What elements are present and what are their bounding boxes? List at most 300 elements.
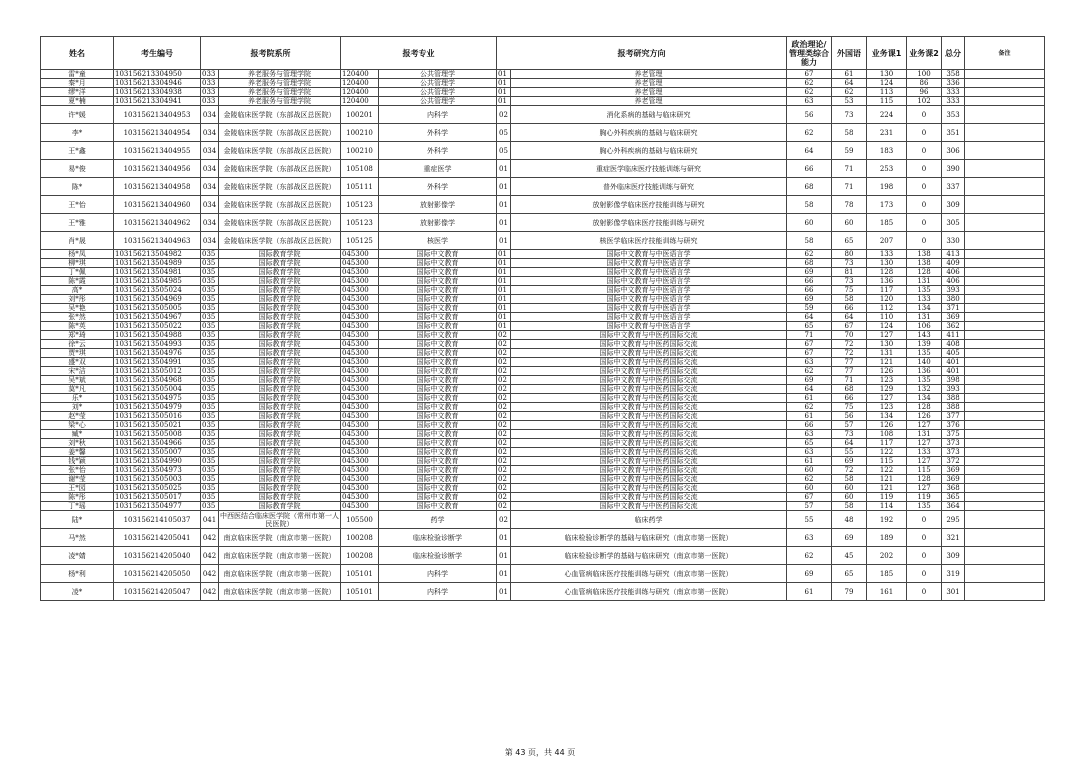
cell-major-code: 120400 (341, 88, 379, 97)
cell-major: 药学 (379, 511, 497, 529)
cell-course2: 119 (907, 493, 942, 502)
cell-name: 钱*颖 (41, 457, 114, 466)
cell-course2: 0 (907, 232, 942, 250)
header-course1: 业务课1 (867, 37, 907, 70)
cell-total: 409 (942, 259, 965, 268)
cell-politics: 63 (787, 448, 832, 457)
page-footer: 第 43 页，共 44 页 (504, 748, 576, 757)
table-row (41, 268, 1045, 277)
cell-foreign: 78 (832, 196, 867, 214)
cell-dept: 国际教育学院 (219, 502, 341, 511)
cell-name: 柳*琪 (41, 259, 114, 268)
cell-dept: 金陵临床医学院（东部战区总医院） (219, 160, 341, 178)
score-table (40, 36, 1045, 601)
cell-dept-code: 035 (201, 493, 219, 502)
cell-direction-code: 02 (497, 394, 511, 403)
cell-course1: 120 (867, 295, 907, 304)
cell-remark (965, 79, 1045, 88)
cell-major-code: 045300 (341, 376, 379, 385)
cell-remark (965, 124, 1045, 142)
cell-course1: 123 (867, 376, 907, 385)
cell-name: 张*然 (41, 313, 114, 322)
cell-course2: 0 (907, 214, 942, 232)
cell-direction-code: 02 (497, 412, 511, 421)
cell-politics: 64 (787, 385, 832, 394)
cell-direction: 国际中文教育与中医药国际交流 (511, 412, 787, 421)
cell-major-code: 105123 (341, 214, 379, 232)
cell-major-code: 045300 (341, 394, 379, 403)
cell-major-code: 045300 (341, 322, 379, 331)
table-row (41, 457, 1045, 466)
cell-foreign: 73 (832, 277, 867, 286)
cell-dept: 国际教育学院 (219, 421, 341, 430)
cell-exam-no: 103156213304950 (114, 70, 201, 79)
cell-dept-code: 033 (201, 97, 219, 106)
cell-total: 353 (942, 106, 965, 124)
cell-foreign: 71 (832, 160, 867, 178)
cell-dept: 国际教育学院 (219, 376, 341, 385)
cell-major-code: 045300 (341, 349, 379, 358)
cell-dept: 金陵临床医学院（东部战区总医院） (219, 106, 341, 124)
cell-course2: 138 (907, 250, 942, 259)
cell-direction: 重症医学临床医疗技能训练与研究 (511, 160, 787, 178)
cell-total: 364 (942, 502, 965, 511)
cell-major: 国际中文教育 (379, 340, 497, 349)
cell-remark (965, 331, 1045, 340)
cell-foreign: 60 (832, 214, 867, 232)
cell-name: 王*园 (41, 484, 114, 493)
cell-dept-code: 035 (201, 439, 219, 448)
cell-direction: 国际中文教育与中医语言学 (511, 313, 787, 322)
cell-course1: 119 (867, 493, 907, 502)
cell-politics: 62 (787, 547, 832, 565)
cell-dept-code: 035 (201, 421, 219, 430)
cell-remark (965, 196, 1045, 214)
cell-major-code: 120400 (341, 97, 379, 106)
table-row (41, 403, 1045, 412)
cell-major: 国际中文教育 (379, 259, 497, 268)
cell-course1: 114 (867, 502, 907, 511)
cell-total: 305 (942, 214, 965, 232)
cell-major: 放射影像学 (379, 214, 497, 232)
cell-course1: 126 (867, 367, 907, 376)
cell-direction-code: 05 (497, 142, 511, 160)
cell-politics: 62 (787, 475, 832, 484)
cell-total: 319 (942, 565, 965, 583)
cell-foreign: 75 (832, 286, 867, 295)
cell-politics: 67 (787, 349, 832, 358)
cell-dept: 国际教育学院 (219, 448, 341, 457)
cell-name: 秦*月 (41, 79, 114, 88)
cell-course1: 185 (867, 565, 907, 583)
header-politics: 政治理论/管理类综合能力 (787, 37, 832, 70)
cell-exam-no: 103156213504991 (114, 358, 201, 367)
cell-dept: 养老服务与管理学院 (219, 88, 341, 97)
cell-name: 张*怡 (41, 466, 114, 475)
cell-remark (965, 358, 1045, 367)
cell-direction: 临床检验诊断学的基础与临床研究（南京市第一医院） (511, 529, 787, 547)
cell-name: 赵*莹 (41, 412, 114, 421)
table-row (41, 349, 1045, 358)
cell-direction: 核医学临床医疗技能训练与研究 (511, 232, 787, 250)
cell-name: 高* (41, 286, 114, 295)
cell-course2: 134 (907, 304, 942, 313)
cell-course1: 130 (867, 340, 907, 349)
cell-major: 公共管理学 (379, 79, 497, 88)
cell-politics: 69 (787, 295, 832, 304)
cell-dept-code: 042 (201, 583, 219, 601)
cell-course2: 127 (907, 484, 942, 493)
cell-foreign: 71 (832, 178, 867, 196)
cell-course1: 121 (867, 484, 907, 493)
cell-total: 351 (942, 124, 965, 142)
table-row (41, 322, 1045, 331)
cell-dept: 国际教育学院 (219, 385, 341, 394)
cell-major: 国际中文教育 (379, 250, 497, 259)
cell-foreign: 81 (832, 268, 867, 277)
cell-foreign: 64 (832, 79, 867, 88)
cell-politics: 61 (787, 394, 832, 403)
cell-major-code: 045300 (341, 277, 379, 286)
cell-direction-code: 02 (497, 457, 511, 466)
cell-major-code: 105500 (341, 511, 379, 529)
cell-dept-code: 042 (201, 529, 219, 547)
cell-dept-code: 035 (201, 268, 219, 277)
table-row (41, 493, 1045, 502)
cell-remark (965, 295, 1045, 304)
cell-exam-no: 103156213504968 (114, 376, 201, 385)
cell-direction: 临床检验诊断学的基础与临床研究（南京市第一医院） (511, 547, 787, 565)
header-foreign: 外国语 (832, 37, 867, 70)
cell-major: 国际中文教育 (379, 286, 497, 295)
table-row (41, 511, 1045, 529)
cell-major: 国际中文教育 (379, 385, 497, 394)
cell-course2: 131 (907, 277, 942, 286)
cell-total: 369 (942, 475, 965, 484)
cell-dept-code: 035 (201, 295, 219, 304)
cell-major: 内科学 (379, 583, 497, 601)
cell-course1: 130 (867, 70, 907, 79)
cell-politics: 69 (787, 565, 832, 583)
cell-course2: 86 (907, 79, 942, 88)
cell-direction-code: 02 (497, 475, 511, 484)
cell-course2: 128 (907, 403, 942, 412)
cell-dept: 国际教育学院 (219, 484, 341, 493)
cell-dept: 国际教育学院 (219, 331, 341, 340)
cell-foreign: 67 (832, 322, 867, 331)
cell-dept-code: 034 (201, 160, 219, 178)
cell-course2: 135 (907, 286, 942, 295)
cell-exam-no: 103156214205047 (114, 583, 201, 601)
table-row (41, 565, 1045, 583)
cell-exam-no: 103156213505017 (114, 493, 201, 502)
cell-direction-code: 01 (497, 160, 511, 178)
cell-dept-code: 035 (201, 286, 219, 295)
cell-exam-no: 103156213404954 (114, 124, 201, 142)
cell-foreign: 73 (832, 259, 867, 268)
cell-total: 408 (942, 340, 965, 349)
cell-direction-code: 01 (497, 583, 511, 601)
cell-major-code: 045300 (341, 367, 379, 376)
cell-course1: 207 (867, 232, 907, 250)
table-row (41, 277, 1045, 286)
cell-major: 国际中文教育 (379, 502, 497, 511)
cell-direction-code: 01 (497, 70, 511, 79)
cell-course2: 100 (907, 70, 942, 79)
cell-major: 国际中文教育 (379, 403, 497, 412)
cell-direction-code: 01 (497, 259, 511, 268)
cell-name: 刘* (41, 403, 114, 412)
cell-dept: 南京临床医学院（南京市第一医院） (219, 565, 341, 583)
cell-exam-no: 103156213505012 (114, 367, 201, 376)
cell-total: 330 (942, 232, 965, 250)
cell-name: 姜*馨 (41, 448, 114, 457)
table-row (41, 412, 1045, 421)
cell-course2: 0 (907, 511, 942, 529)
cell-total: 393 (942, 385, 965, 394)
cell-dept-code: 041 (201, 511, 219, 529)
cell-major: 国际中文教育 (379, 322, 497, 331)
cell-politics: 60 (787, 484, 832, 493)
cell-major-code: 120400 (341, 79, 379, 88)
cell-course2: 0 (907, 142, 942, 160)
cell-dept: 南京临床医学院（南京市第一医院） (219, 547, 341, 565)
cell-major: 重症医学 (379, 160, 497, 178)
cell-dept: 金陵临床医学院（东部战区总医院） (219, 232, 341, 250)
cell-name: 杨*凤 (41, 250, 114, 259)
cell-major-code: 045300 (341, 304, 379, 313)
cell-course2: 0 (907, 106, 942, 124)
cell-total: 377 (942, 412, 965, 421)
cell-dept: 金陵临床医学院（东部战区总医院） (219, 178, 341, 196)
cell-remark (965, 304, 1045, 313)
cell-name: 缪*洋 (41, 88, 114, 97)
cell-remark (965, 313, 1045, 322)
cell-direction: 国际中文教育与中医药国际交流 (511, 403, 787, 412)
cell-direction: 放射影像学临床医疗技能训练与研究 (511, 214, 787, 232)
cell-dept: 国际教育学院 (219, 457, 341, 466)
cell-direction: 国际中文教育与中医药国际交流 (511, 475, 787, 484)
cell-major-code: 105108 (341, 160, 379, 178)
cell-exam-no: 103156213404963 (114, 232, 201, 250)
cell-direction: 国际中文教育与中医药国际交流 (511, 340, 787, 349)
cell-foreign: 77 (832, 367, 867, 376)
cell-name: 王*雅 (41, 214, 114, 232)
cell-exam-no: 103156213505008 (114, 430, 201, 439)
cell-exam-no: 103156213504976 (114, 349, 201, 358)
cell-dept-code: 033 (201, 88, 219, 97)
cell-exam-no: 103156213504973 (114, 466, 201, 475)
cell-direction-code: 02 (497, 484, 511, 493)
cell-direction-code: 01 (497, 277, 511, 286)
cell-name: 丁*瑶 (41, 502, 114, 511)
cell-major-code: 045300 (341, 457, 379, 466)
cell-politics: 63 (787, 529, 832, 547)
cell-remark (965, 412, 1045, 421)
cell-politics: 60 (787, 466, 832, 475)
table-row (41, 259, 1045, 268)
cell-total: 406 (942, 268, 965, 277)
cell-remark (965, 70, 1045, 79)
cell-course2: 136 (907, 367, 942, 376)
cell-name: 郑*琦 (41, 331, 114, 340)
cell-direction-code: 01 (497, 79, 511, 88)
cell-foreign: 53 (832, 97, 867, 106)
cell-direction-code: 01 (497, 214, 511, 232)
cell-exam-no: 103156213404956 (114, 160, 201, 178)
cell-remark (965, 565, 1045, 583)
cell-course1: 183 (867, 142, 907, 160)
cell-course1: 129 (867, 385, 907, 394)
cell-total: 398 (942, 376, 965, 385)
cell-course1: 115 (867, 97, 907, 106)
cell-name: 陈*彤 (41, 493, 114, 502)
table-row (41, 340, 1045, 349)
table-row (41, 70, 1045, 79)
cell-direction-code: 02 (497, 358, 511, 367)
cell-dept-code: 035 (201, 277, 219, 286)
cell-exam-no: 103156213505005 (114, 304, 201, 313)
cell-name: 李* (41, 124, 114, 142)
cell-foreign: 64 (832, 439, 867, 448)
cell-dept: 国际教育学院 (219, 349, 341, 358)
cell-major-code: 045300 (341, 421, 379, 430)
cell-direction: 国际中文教育与中医语言学 (511, 286, 787, 295)
cell-course1: 198 (867, 178, 907, 196)
cell-dept: 金陵临床医学院（东部战区总医院） (219, 214, 341, 232)
cell-remark (965, 376, 1045, 385)
cell-foreign: 73 (832, 430, 867, 439)
cell-total: 373 (942, 448, 965, 457)
cell-direction: 国际中文教育与中医药国际交流 (511, 394, 787, 403)
cell-direction-code: 01 (497, 322, 511, 331)
cell-name: 雷*童 (41, 70, 114, 79)
cell-major-code: 045300 (341, 475, 379, 484)
cell-direction-code: 02 (497, 376, 511, 385)
score-table-sheet (40, 36, 1044, 601)
cell-direction: 国际中文教育与中医语言学 (511, 268, 787, 277)
cell-direction-code: 02 (497, 448, 511, 457)
cell-course1: 253 (867, 160, 907, 178)
table-row (41, 160, 1045, 178)
cell-direction-code: 01 (497, 88, 511, 97)
cell-politics: 66 (787, 160, 832, 178)
cell-politics: 62 (787, 79, 832, 88)
cell-remark (965, 484, 1045, 493)
cell-direction: 国际中文教育与中医药国际交流 (511, 385, 787, 394)
cell-dept-code: 035 (201, 331, 219, 340)
cell-remark (965, 160, 1045, 178)
cell-politics: 66 (787, 421, 832, 430)
cell-major: 临床检验诊断学 (379, 547, 497, 565)
cell-major: 公共管理学 (379, 88, 497, 97)
cell-course1: 134 (867, 412, 907, 421)
cell-direction: 国际中文教育与中医药国际交流 (511, 421, 787, 430)
cell-major: 外科学 (379, 178, 497, 196)
cell-course1: 192 (867, 511, 907, 529)
cell-direction-code: 02 (497, 385, 511, 394)
cell-major-code: 105101 (341, 583, 379, 601)
cell-dept: 国际教育学院 (219, 340, 341, 349)
cell-dept: 金陵临床医学院（东部战区总医院） (219, 196, 341, 214)
cell-direction-code: 01 (497, 97, 511, 106)
header-exam-no: 考生编号 (114, 37, 201, 70)
cell-total: 309 (942, 547, 965, 565)
cell-course1: 123 (867, 403, 907, 412)
cell-course2: 140 (907, 358, 942, 367)
cell-total: 393 (942, 286, 965, 295)
cell-dept: 国际教育学院 (219, 259, 341, 268)
cell-dept: 国际教育学院 (219, 277, 341, 286)
cell-course2: 127 (907, 421, 942, 430)
cell-politics: 62 (787, 250, 832, 259)
cell-dept-code: 035 (201, 457, 219, 466)
cell-name: 凌*婧 (41, 547, 114, 565)
cell-politics: 61 (787, 583, 832, 601)
cell-total: 295 (942, 511, 965, 529)
cell-total: 376 (942, 421, 965, 430)
cell-total: 401 (942, 367, 965, 376)
table-row (41, 88, 1045, 97)
cell-direction-code: 01 (497, 286, 511, 295)
cell-direction: 国际中文教育与中医药国际交流 (511, 457, 787, 466)
cell-foreign: 70 (832, 331, 867, 340)
cell-foreign: 68 (832, 385, 867, 394)
cell-dept-code: 035 (201, 484, 219, 493)
cell-remark (965, 259, 1045, 268)
cell-total: 365 (942, 493, 965, 502)
cell-direction-code: 01 (497, 304, 511, 313)
cell-direction: 国际中文教育与中医语言学 (511, 250, 787, 259)
cell-exam-no: 103156213404960 (114, 196, 201, 214)
cell-foreign: 58 (832, 502, 867, 511)
cell-direction-code: 02 (497, 511, 511, 529)
cell-politics: 67 (787, 70, 832, 79)
cell-remark (965, 502, 1045, 511)
cell-course2: 127 (907, 457, 942, 466)
cell-direction-code: 02 (497, 403, 511, 412)
cell-exam-no: 103156213504985 (114, 277, 201, 286)
cell-dept-code: 034 (201, 232, 219, 250)
cell-politics: 69 (787, 268, 832, 277)
cell-politics: 65 (787, 439, 832, 448)
table-row (41, 421, 1045, 430)
table-row (41, 376, 1045, 385)
cell-foreign: 64 (832, 313, 867, 322)
cell-name: 谢*莹 (41, 475, 114, 484)
cell-foreign: 71 (832, 376, 867, 385)
cell-foreign: 60 (832, 484, 867, 493)
cell-foreign: 65 (832, 232, 867, 250)
cell-remark (965, 583, 1045, 601)
cell-course2: 0 (907, 547, 942, 565)
cell-foreign: 77 (832, 358, 867, 367)
cell-dept: 国际教育学院 (219, 367, 341, 376)
cell-dept-code: 035 (201, 358, 219, 367)
cell-remark (965, 403, 1045, 412)
cell-course1: 121 (867, 475, 907, 484)
cell-direction: 国际中文教育与中医药国际交流 (511, 466, 787, 475)
cell-course2: 0 (907, 160, 942, 178)
cell-total: 388 (942, 403, 965, 412)
cell-major: 国际中文教育 (379, 430, 497, 439)
cell-course1: 189 (867, 529, 907, 547)
cell-politics: 68 (787, 178, 832, 196)
cell-politics: 63 (787, 358, 832, 367)
cell-name: 陈* (41, 178, 114, 196)
cell-dept-code: 035 (201, 313, 219, 322)
cell-politics: 68 (787, 259, 832, 268)
